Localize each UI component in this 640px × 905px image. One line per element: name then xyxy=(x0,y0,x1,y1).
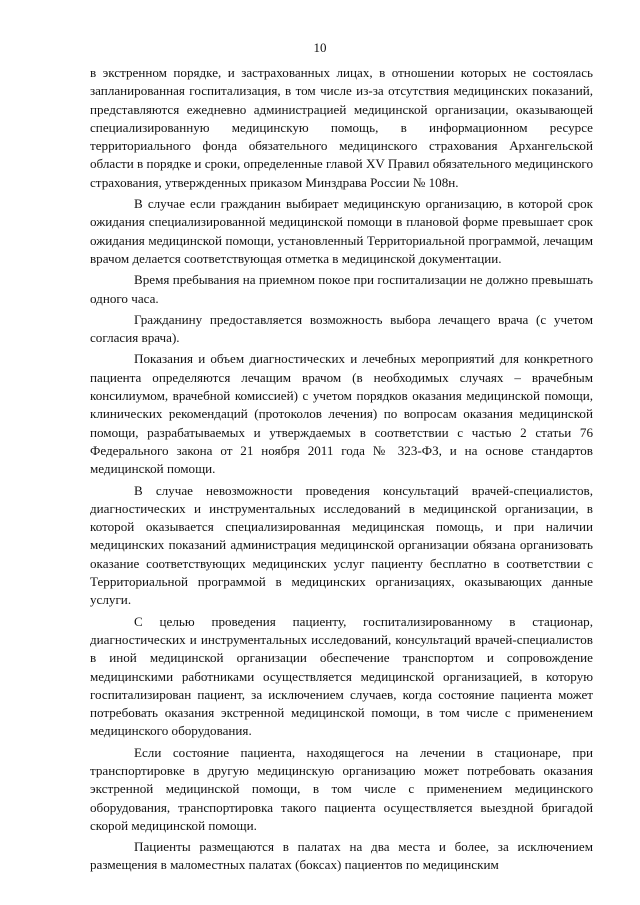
paragraph: В случае невозможности проведения консультаций врачей-специалистов, диагностических и инструментальных исследований в медицинской организации, в которой оказывается специализированная медицинская помощь, и при наличии медицинских показаний администрация медицинской организации обязана организовать оказание соответствующих медицинских услуг пациенту бесплатно в соответствии с Территориальной программой в медицинских организациях, оказывающих данные услуги. xyxy=(90,482,593,608)
document-body xyxy=(90,64,593,878)
paragraph: Гражданину предоставляется возможность выбора лечащего врача (с учетом согласия врача). xyxy=(90,311,593,346)
paragraph: С целью проведения пациенту, госпитализированному в стационар, диагностических и инструментальных исследований, консультаций врачей-специалистов в иной медицинской организации обеспечение транспортом и сопровождение медицинскими работниками осуществляется медицинской организацией, в которую госпитализирован пациент, за исключением случаев, когда состояние пациента может потребовать оказания экстренной медицинской помощи, в том числе с применением медицинского оборудования. xyxy=(90,613,593,739)
paragraph: Пациенты размещаются в палатах на два места и более, за исключением размещения в маломестных палатах (боксах) пациентов по медицинским xyxy=(90,839,593,873)
paragraph-continuation: в экстренном порядке, и застрахованных лицах, в отношении которых не состоялась запланированная госпитализация, в том числе из-за отсутствия медицинских показаний, представляются ежедневно администрацией медицинской организации, оказывающей специализированную медицинскую помощь, в информационном ресурсе территориального фонда обязательного медицинского страхования Архангельской области в порядке и сроки, определенные главой XV Правил обязательного медицинского страхования, утвержденных приказом Минздрава России № 108н. xyxy=(90,65,593,190)
page-number: 10 xyxy=(313,40,327,55)
paragraph: Показания и объем диагностических и лечебных мероприятий для конкретного пациента определяются лечащим врачом (в необходимых случаях – врачебным консилиумом, врачебной комиссией) с учетом порядков оказания медицинской помощи, клинических рекомендаций (протоколов лечения) по вопросам оказания медицинской помощи, разрабатываемых и утверждаемых в соответствии с частью 2 статьи 76 Федерального закона от 21 ноября 2011 года № 323-ФЗ, и на основе стандартов медицинской помощи. xyxy=(90,351,593,477)
paragraph: Если состояние пациента, находящегося на лечении в стационаре, при транспортировке в другую медицинскую организацию может потребовать оказания экстренной медицинской помощи, в том числе с применением медицинского оборудования, транспортировка такого пациента осуществляется выездной бригадой скорой медицинской помощи. xyxy=(90,744,593,833)
paragraph: В случае если гражданин выбирает медицинскую организацию, в которой срок ожидания специализированной медицинской помощи в плановой форме превышает срок ожидания медицинской помощи, установленный Территориальной программой, лечащим врачом делается соответствующая отметка в медицинской документации. xyxy=(90,196,593,266)
paragraph: Время пребывания на приемном покое при госпитализации не должно превышать одного часа. xyxy=(90,272,593,306)
